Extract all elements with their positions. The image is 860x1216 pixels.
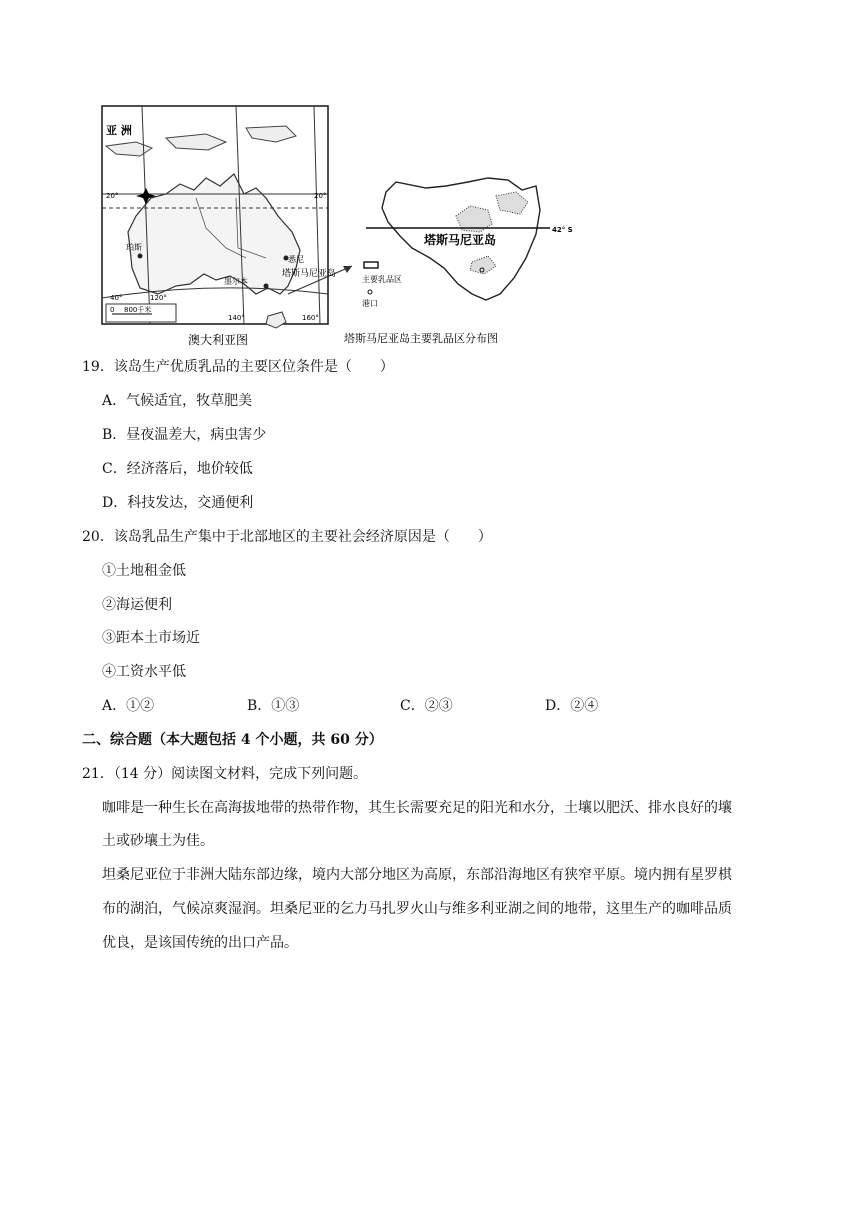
q19-option-d[interactable]: D．科技发达，交通便利 xyxy=(102,495,254,511)
q21-para1-line2: 土或砂壤土为佳。 xyxy=(102,833,214,849)
lat-40-label: 40° xyxy=(110,294,123,302)
legend-dairy: 主要乳品区 xyxy=(362,275,402,284)
sydney-label: 悉尼 xyxy=(288,255,304,264)
perth-label: 珀斯 xyxy=(126,243,142,252)
q21-stem: 21．（14 分）阅读图文材料，完成下列问题。 xyxy=(82,766,368,782)
q19-option-c[interactable]: C．经济落后，地价较低 xyxy=(102,461,253,477)
q20-choice-a[interactable]: A．①② xyxy=(102,698,155,714)
lon-160-label: 160° xyxy=(302,314,319,322)
q20-choice-c[interactable]: C．②③ xyxy=(400,698,453,714)
q20-choice-b[interactable]: B．①③ xyxy=(247,698,300,714)
q20-stem: 20．该岛乳品生产集中于北部地区的主要社会经济原因是（ ） xyxy=(82,529,492,545)
q20-item-3: ③距本土市场近 xyxy=(102,630,200,646)
q21-para2-line2: 布的湖泊，气候凉爽湿润。坦桑尼亚的乞力马扎罗火山与维多利亚湖之间的地带，这里生产的咖啡品质 xyxy=(102,901,732,917)
map2-caption: 塔斯马尼亚岛主要乳品区分布图 xyxy=(344,332,498,345)
map-figure xyxy=(96,98,586,350)
legend-port: 港口 xyxy=(362,299,378,308)
section2-title: 二、综合题（本大题包括 4 个小题，共 60 分） xyxy=(82,732,383,748)
lat-20-label-right: 20° xyxy=(314,192,327,200)
map2-island-label: 塔斯马尼亚岛 xyxy=(424,233,497,247)
q21-para1-line1: 咖啡是一种生长在高海拔地带的热带作物，其生长需要充足的阳光和水分，土壤以肥沃、排水良好的壤 xyxy=(102,800,732,816)
melbourne-label: 墨尔本 xyxy=(224,277,248,286)
q19-stem: 19．该岛生产优质乳品的主要区位条件是（ ） xyxy=(82,359,394,375)
asia-label: 亚 洲 xyxy=(106,124,132,137)
q19-option-a[interactable]: A．气候适宜，牧草肥美 xyxy=(102,393,253,409)
q20-choice-d[interactable]: D．②④ xyxy=(545,698,599,714)
q20-item-2: ②海运便利 xyxy=(102,597,172,613)
map2-lat-label: 42° S xyxy=(552,226,573,234)
q20-item-4: ④工资水平低 xyxy=(102,664,186,680)
scale-label: 800千米 xyxy=(124,306,152,314)
map1-caption: 澳大利亚图 xyxy=(188,333,249,347)
q20-item-1: ①土地租金低 xyxy=(102,563,186,579)
lon-120-label: 120° xyxy=(150,294,167,302)
lon-140-label: 140° xyxy=(228,314,245,322)
tasmania-label: 塔斯马尼亚岛 xyxy=(282,269,337,279)
q21-para2-line3: 优良，是该国传统的出口产品。 xyxy=(102,935,298,951)
q19-option-b[interactable]: B．昼夜温差大，病虫害少 xyxy=(102,427,267,443)
q21-para2-line1: 坦桑尼亚位于非洲大陆东部边缘，境内大部分地区为高原，东部沿海地区有狭窄平原。境内拥有星罗棋 xyxy=(102,867,732,883)
lat-20-label: 20° xyxy=(106,192,119,200)
scale-zero: 0 xyxy=(110,306,115,314)
